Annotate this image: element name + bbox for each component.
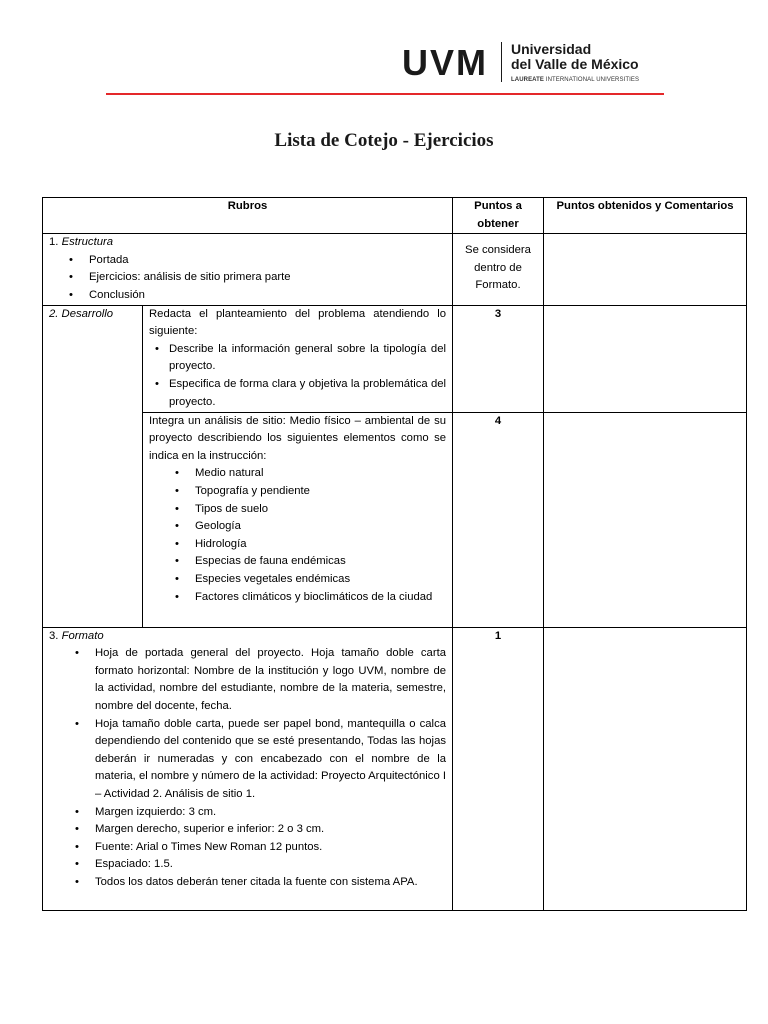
desarrollo-part1-comments[interactable] — [544, 305, 747, 412]
logo-text — [511, 42, 639, 83]
logo-name-line1: Universidad — [511, 40, 592, 57]
desarrollo-part1-list-item: • Especifica de forma clara y objetiva la problemática del proyecto. — [169, 376, 446, 411]
formato-heading — [49, 628, 446, 646]
header-puntos-obtenidos: Puntos obtenidos y Comentarios — [544, 198, 747, 234]
formato-list — [49, 645, 446, 891]
logo-sub-rest: INTERNATIONAL UNIVERSITIES — [545, 76, 640, 83]
estructura-list-item: • Ejercicios: análisis de sitio primera parte — [89, 269, 446, 287]
desarrollo-part2-list-item: • Especies vegetales endémicas — [195, 571, 446, 589]
logo-sub-brand: LAUREATE — [511, 76, 545, 83]
desarrollo-part2-list — [149, 465, 446, 606]
desarrollo-label: 2. Desarrollo — [49, 307, 114, 320]
desarrollo-part2-list-item: • Geología — [195, 518, 446, 536]
formato-label: Formato — [61, 629, 104, 642]
table-row — [43, 305, 747, 412]
desarrollo-part1-intro: Redacta el planteamiento del problema atendiendo lo siguiente: — [149, 307, 447, 338]
desarrollo-part2-intro: Integra un análisis de sitio: Medio físico – ambiental de su proyecto describiendo los siguientes elementos como se indica en la instrucción: — [149, 414, 447, 462]
table-row — [43, 234, 747, 305]
logo-subtitle — [511, 77, 639, 83]
desarrollo-part2-list-item: • Factores climáticos y bioclimáticos de la ciudad — [195, 589, 446, 607]
desarrollo-part2-comments[interactable] — [544, 412, 747, 627]
desarrollo-part2-list-item: • Tipos de suelo — [195, 501, 446, 519]
logo-divider — [501, 42, 502, 82]
table-header-row — [43, 198, 747, 234]
estructura-points: Se considera dentro de Formato. — [453, 234, 544, 305]
formato-comments[interactable] — [544, 627, 747, 910]
desarrollo-part1-points: 3 — [453, 305, 544, 412]
header-rule — [106, 93, 664, 95]
formato-number: 3. — [49, 629, 59, 642]
page-title: Lista de Cotejo - Ejercicios — [274, 130, 494, 151]
formato-list-item: • Margen izquierdo: 3 cm. — [95, 804, 446, 822]
estructura-number: 1. — [49, 236, 59, 249]
formato-list-item: • Todos los datos deberán tener citada la fuente con sistema APA. — [95, 874, 446, 892]
logo-mark: UVM — [402, 42, 488, 83]
estructura-list — [49, 252, 446, 305]
desarrollo-part2-list-item: • Medio natural — [195, 465, 446, 483]
desarrollo-part1-cell — [143, 305, 453, 412]
formato-list-item: • Margen derecho, superior e inferior: 2 o 3 cm. — [95, 821, 446, 839]
formato-list-item: • Hoja de portada general del proyecto. Hoja tamaño doble carta formato horizontal: Nombre de la institución y logo UVM, nombre de la actividad, nombre del estudiante, nombre de la materia, semestre, nombre del docente, fecha. — [95, 645, 446, 715]
formato-points: 1 — [453, 627, 544, 910]
desarrollo-part2-points: 4 — [453, 412, 544, 627]
estructura-heading — [49, 234, 446, 252]
desarrollo-part2-list-item: • Topografía y pendiente — [195, 483, 446, 501]
header-puntos-a-obtener: Puntos a obtener — [453, 198, 544, 234]
formato-list-item: • Hoja tamaño doble carta, puede ser papel bond, mantequilla o calca dependiendo del contenido que se esté presentando, Todas las hojas deberán ir numeradas y con encabezado con el nombre de la materia, el nombre y número de la actividad: Proyecto Arquitectónico I – Actividad 2. Análisis de sitio 1. — [95, 716, 446, 804]
formato-list-item: • Fuente: Arial o Times New Roman 12 puntos. — [95, 839, 446, 857]
estructura-list-item: • Conclusión — [89, 287, 446, 305]
estructura-comments[interactable] — [544, 234, 747, 305]
header-rubros: Rubros — [43, 198, 453, 234]
table-row — [43, 412, 747, 627]
logo-name-line2: del Valle de México — [511, 55, 639, 72]
desarrollo-label-cell — [43, 305, 143, 627]
uvm-logo — [402, 40, 639, 84]
estructura-list-item: • Portada — [89, 252, 446, 270]
rubric-table — [42, 197, 747, 911]
desarrollo-part1-list — [149, 341, 446, 411]
desarrollo-part2-list-item: • Hidrología — [195, 536, 446, 554]
desarrollo-part2-list-item: • Especias de fauna endémicas — [195, 553, 446, 571]
formato-list-item: • Espaciado: 1.5. — [95, 856, 446, 874]
desarrollo-part2-cell — [143, 412, 453, 627]
estructura-label: Estructura — [61, 236, 114, 249]
formato-cell — [43, 627, 453, 910]
table-row — [43, 627, 747, 910]
estructura-cell — [43, 234, 453, 305]
desarrollo-part1-list-item: • Describe la información general sobre la tipología del proyecto. — [169, 341, 446, 376]
